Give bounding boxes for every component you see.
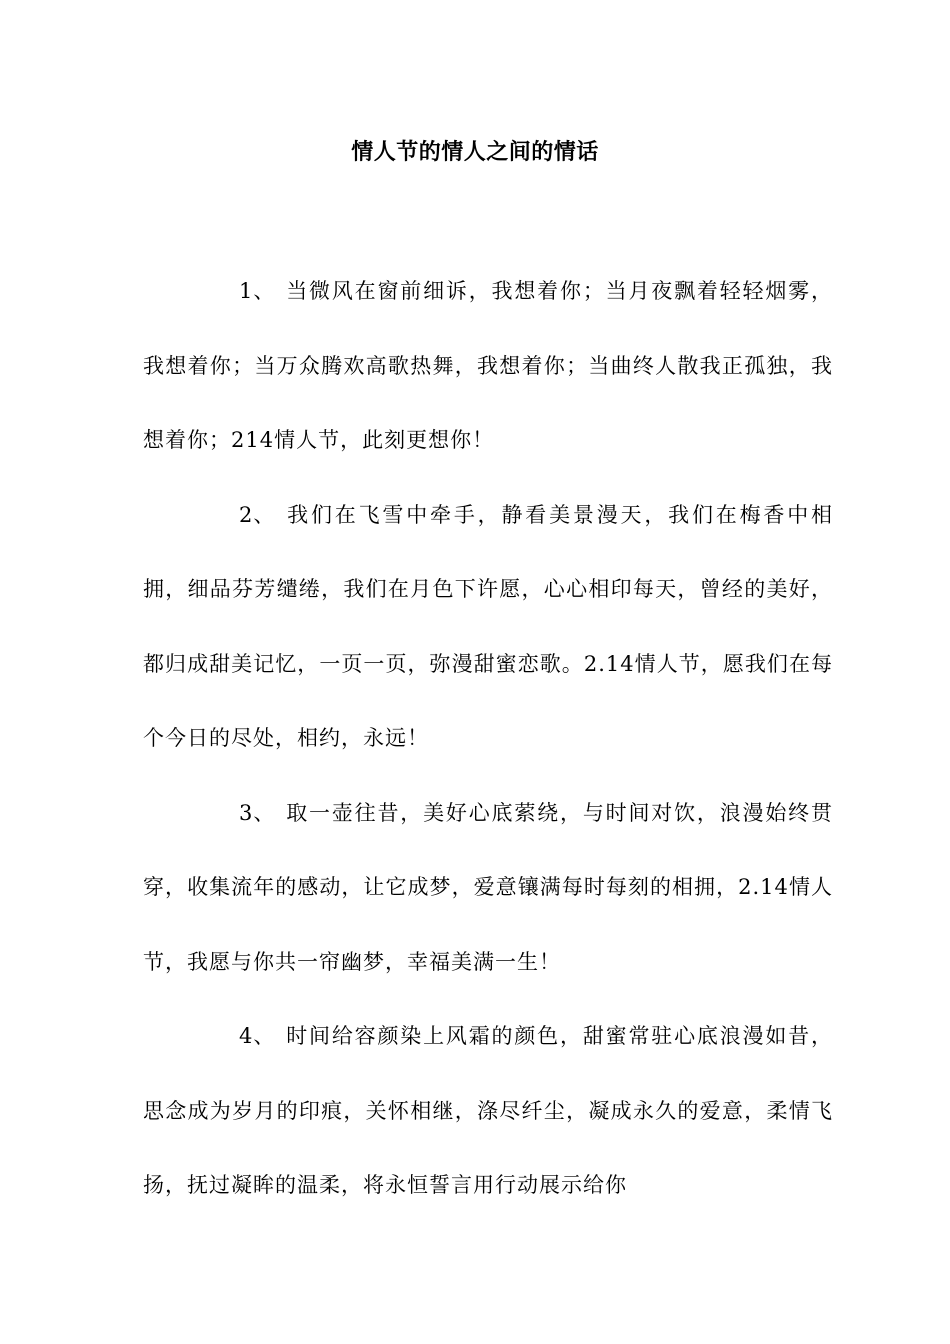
paragraph-2: [143, 478, 833, 776]
document-body: [143, 254, 833, 1223]
paragraph-text: 当微风在窗前细诉，我想着你；当月夜飘着轻轻烟雾，我想着你；当万众腾欢高歌热舞，我想着你；当曲终人散我正孤独，我想着你；214情人节，此刻更想你！: [143, 279, 833, 452]
paragraph-3: [143, 776, 833, 1000]
paragraph-number: 1、: [239, 279, 276, 303]
paragraph-text: 时间给容颜染上风霜的颜色，甜蜜常驻心底浪漫如昔，思念成为岁月的印痕，关怀相继，涤尽纤尘，凝成永久的爱意，柔情飞扬，抚过凝眸的温柔，将永恒誓言用行动展示给你: [143, 1024, 833, 1197]
paragraph-text: 我们在飞雪中牵手，静看美景漫天，我们在梅香中相拥，细品芬芳缱绻，我们在月色下许愿，心心相印每天，曾经的美好，都归成甜美记忆，一页一页，弥漫甜蜜恋歌。2.14情人节，愿我们在每个今日的尽处，相约，永远！: [143, 502, 833, 750]
paragraph-text: 取一壶往昔，美好心底萦绕，与时间对饮，浪漫始终贯穿，收集流年的感动，让它成梦，爱意镶满每时每刻的相拥，2.14情人节，我愿与你共一帘幽梦，幸福美满一生！: [143, 800, 833, 974]
paragraph-number: 3、: [239, 800, 276, 825]
paragraph-number: 2、: [239, 502, 276, 527]
paragraph-4: [143, 999, 833, 1223]
paragraph-number: 4、: [239, 1024, 276, 1048]
paragraph-1: [143, 254, 833, 478]
document-title: 情人节的情人之间的情话: [351, 139, 599, 165]
